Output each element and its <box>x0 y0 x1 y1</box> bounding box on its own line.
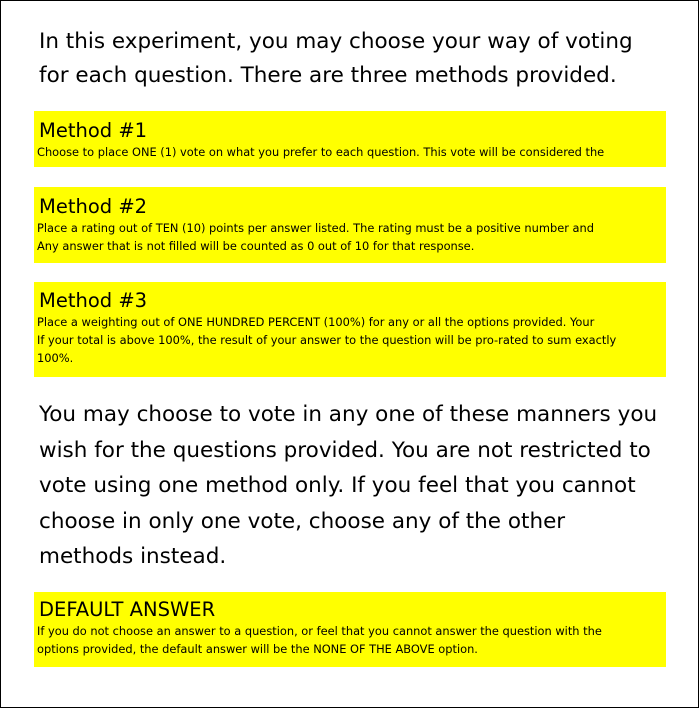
method-1-line: Choose to place ONE (1) vote on what you prefer to each question. This vote will be considered the <box>37 145 605 159</box>
method-3-title: Method #3 <box>39 289 148 312</box>
intro-text <box>39 25 679 93</box>
default-answer-box <box>34 592 666 667</box>
default-answer-line: options provided, the default answer will be the NONE OF THE ABOVE option. <box>37 642 478 656</box>
paragraph-line: choose in only one vote, choose any of the other <box>39 508 566 534</box>
default-answer-title: DEFAULT ANSWER <box>39 598 216 621</box>
paragraph-line: vote using one method only. If you feel that you cannot <box>39 473 636 498</box>
method-2-line: Place a rating out of TEN (10) points per answer listed. The rating must be a positive number and <box>37 221 594 235</box>
method-3-line: If your total is above 100%, the result of your answer to the question will be pro-rated to sum exactly <box>37 333 617 347</box>
intro-line: In this experiment, you may choose your way of voting <box>39 29 633 54</box>
method-2-line: Any answer that is not filled will be counted as 0 out of 10 for that response. <box>37 239 475 253</box>
default-answer-line: If you do not choose an answer to a question, or feel that you cannot answer the question with the <box>37 624 602 638</box>
method-3-box <box>34 282 666 377</box>
instructions-paragraph <box>39 397 679 575</box>
method-1-title: Method #1 <box>39 119 148 142</box>
method-3-line: Place a weighting out of ONE HUNDRED PERCENT (100%) for any or all the options provided. Your <box>37 315 595 329</box>
paragraph-line: methods instead. <box>39 544 227 569</box>
paragraph-line: You may choose to vote in any one of these manners you <box>39 402 658 427</box>
paragraph-line: wish for the questions provided. You are not restricted to <box>39 437 651 463</box>
intro-line: for each question. There are three methods provided. <box>39 63 617 88</box>
method-2-box <box>34 187 666 263</box>
method-3-line: 100%. <box>37 351 74 365</box>
method-1-box <box>34 111 666 167</box>
method-2-title: Method #2 <box>39 195 148 218</box>
